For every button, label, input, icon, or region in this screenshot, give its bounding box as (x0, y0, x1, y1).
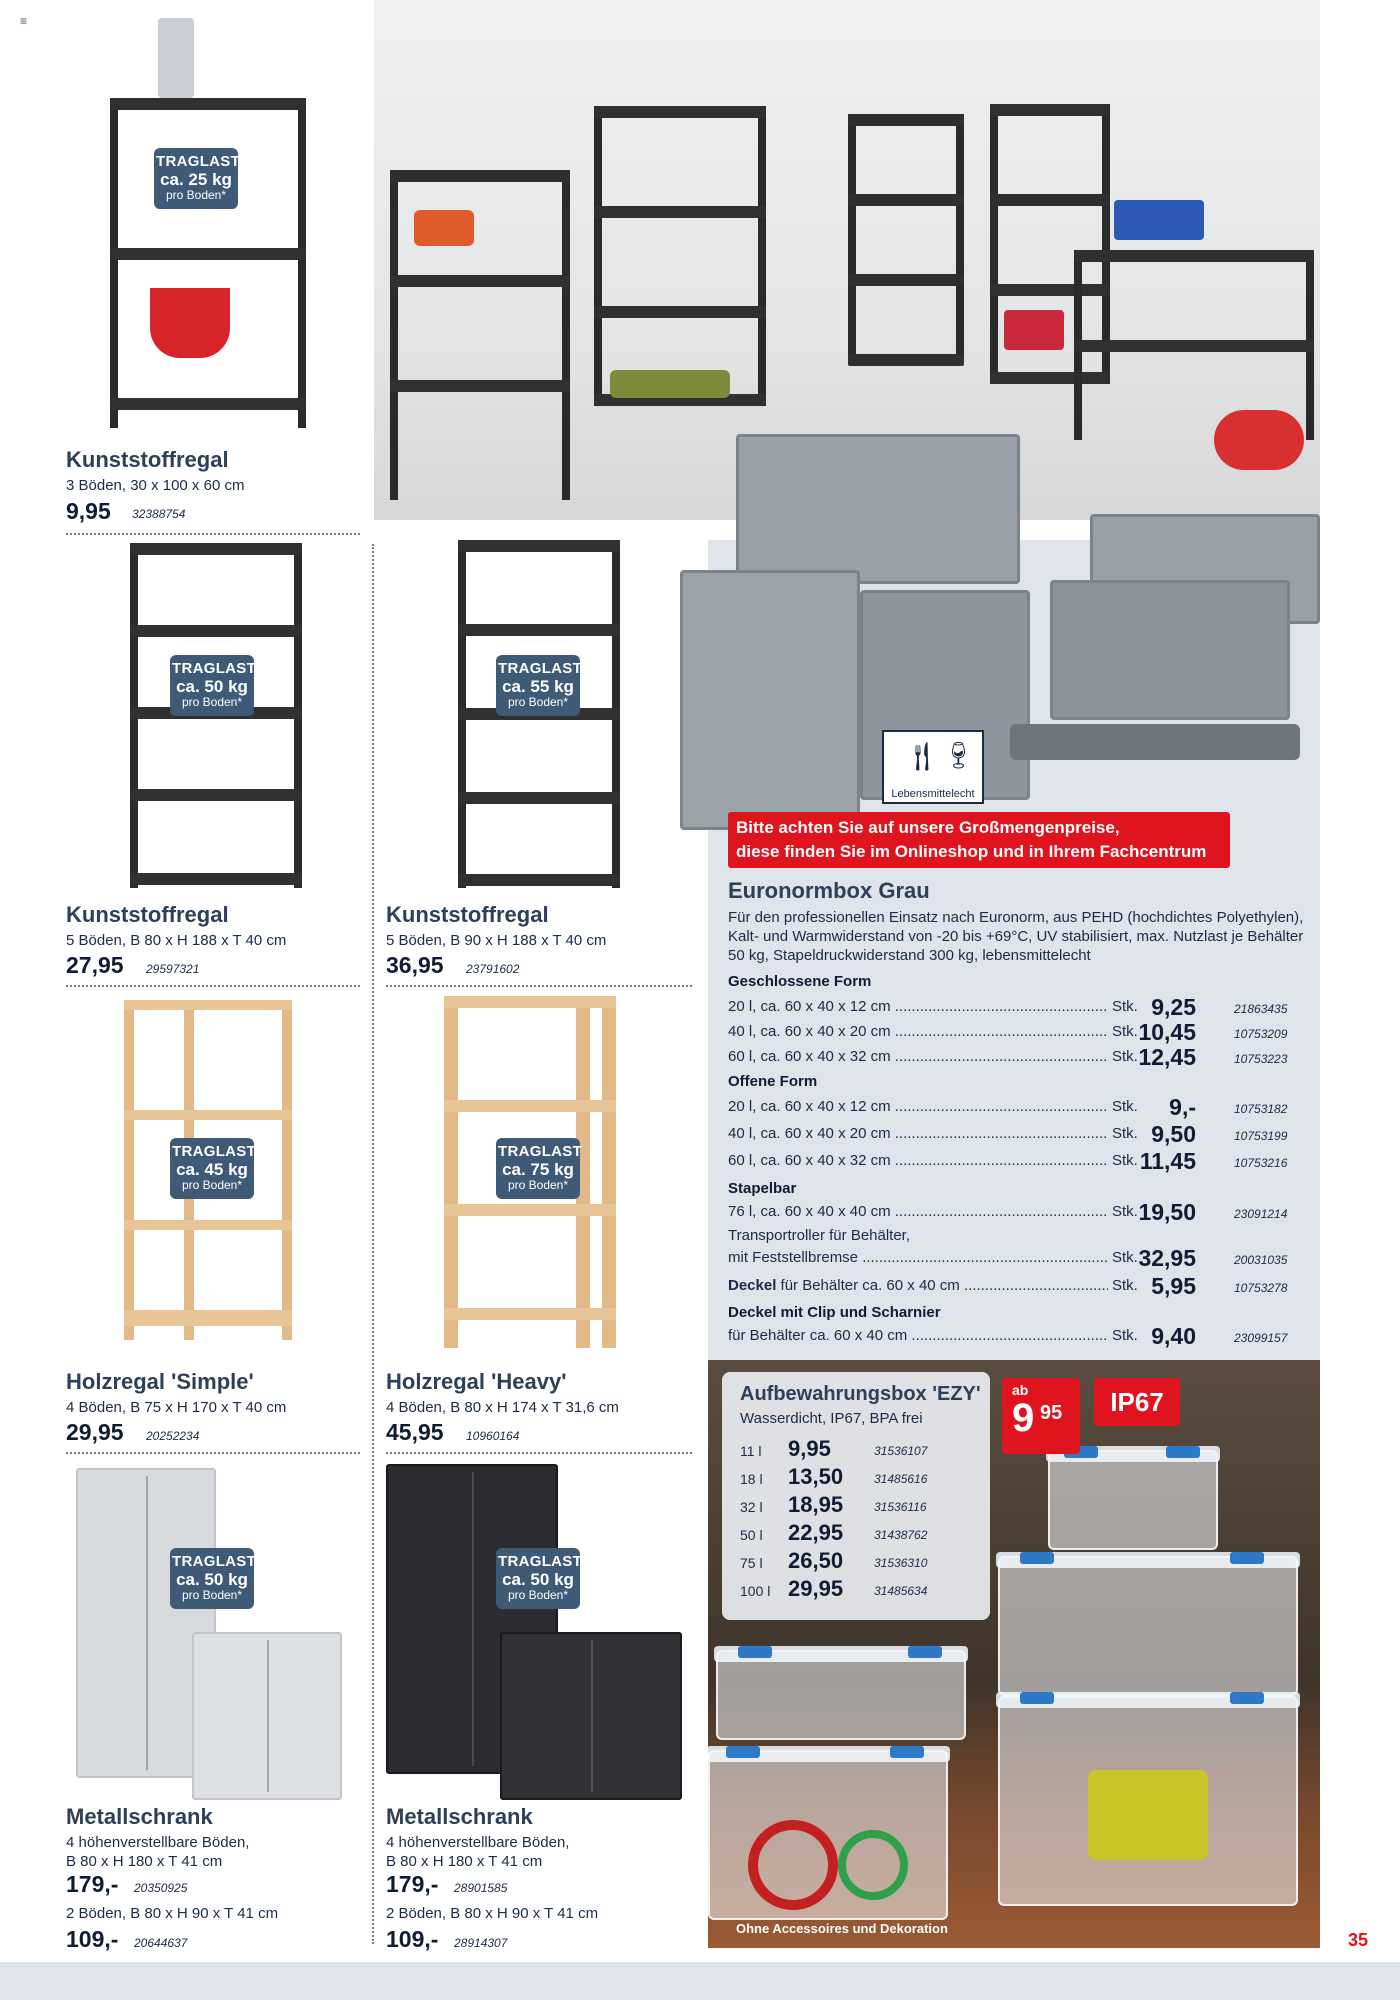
ezy-row: 11 l 9,95 31536107 (740, 1436, 928, 1461)
ezy-row: 18 l 13,50 31485616 (740, 1464, 928, 1489)
product-price-7: 179,- (386, 1871, 439, 1897)
ezy-price-badge: ab 9 95 (1002, 1378, 1080, 1454)
product-title-2: Kunststoffregal (66, 902, 229, 927)
food-safe-label: Lebensmittelecht (891, 788, 975, 800)
product-art-1: 32388754 (132, 507, 186, 521)
load-badge-5: TRAGLAST ca. 75 kg pro Boden* (496, 1138, 580, 1199)
row-divider (386, 985, 692, 987)
product-art-2: 29597321 (146, 962, 200, 976)
footer-bar (0, 1962, 1400, 2000)
ezy-note: Ohne Accessoires und Dekoration (736, 1921, 948, 1936)
row-divider (66, 985, 360, 987)
product-image-cabinet-7-small (500, 1632, 682, 1800)
product-desc-7-small: 2 Böden, B 80 x H 90 x T 41 cm (386, 1905, 599, 1922)
product-art-7: 28901585 (454, 1881, 508, 1895)
euronorm-desc: Für den professionellen Einsatz nach Euronorm, aus PEHD (hochdichtes Polyethylen), Kalt- und Warmwiderstand von -20 bis +69°C, UV stabilisiert, max. Nutzlast je Behälter 50 kg, Stapeldruckwiderstand 300 kg, lebensmittelecht (728, 909, 1304, 964)
section-stack: Stapelbar (728, 1180, 797, 1197)
product-title-1: Kunststoffregal (66, 447, 229, 472)
price-row: mit Feststellbremse ..... Stk. 32,95 20031035 (728, 1245, 1308, 1269)
product-price-1: 9,95 (66, 498, 111, 524)
product-price-2: 27,95 (66, 952, 124, 978)
food-safe-icon: 🍴︎ 🍷︎ (882, 730, 984, 804)
load-badge-3: TRAGLAST ca. 55 kg pro Boden* (496, 655, 580, 716)
price-row: 60 l, ca. 60 x 40 x 32 cm ..... Stk. 11,45 10753216 (728, 1148, 1308, 1172)
ezy-row: 32 l 18,95 31536116 (740, 1492, 927, 1517)
product-art-5: 10960164 (466, 1429, 520, 1443)
ezy-title: Aufbewahrungsbox 'EZY' (740, 1383, 981, 1405)
product-desc-7: 4 höhenverstellbare Böden, B 80 x H 180 x T 41 cm (386, 1834, 570, 1870)
product-title-3: Kunststoffregal (386, 902, 549, 927)
column-divider (372, 544, 374, 1944)
load-badge-6: TRAGLAST ca. 50 kg pro Boden* (170, 1548, 254, 1609)
price-row: für Behälter ca. 60 x 40 cm ..... Stk. 9,40 23099157 (728, 1323, 1308, 1347)
product-desc-3: 5 Böden, B 90 x H 188 x T 40 cm (386, 932, 607, 949)
product-price-4: 29,95 (66, 1419, 124, 1445)
load-badge-4: TRAGLAST ca. 45 kg pro Boden* (170, 1138, 254, 1199)
ezy-row: 100 l 29,95 31485634 (740, 1576, 928, 1601)
price-row: 40 l, ca. 60 x 40 x 20 cm ..... Stk. 9,50 10753199 (728, 1121, 1308, 1145)
roller-line: Transportroller für Behälter, (728, 1227, 911, 1244)
euronorm-crates-photo (680, 430, 1320, 800)
product-art-6: 20350925 (134, 1881, 188, 1895)
row-divider (386, 1452, 692, 1454)
page-marker: ≡ (20, 14, 28, 28)
product-desc-1: 3 Böden, 30 x 100 x 60 cm (66, 477, 245, 494)
product-art-7-small: 28914307 (454, 1936, 508, 1950)
price-row: 20 l, ca. 60 x 40 x 12 cm ..... Stk. 9,- 10753182 (728, 1094, 1308, 1118)
lid-clip-title: Deckel mit Clip und Scharnier (728, 1304, 941, 1321)
product-desc-2: 5 Böden, B 80 x H 188 x T 40 cm (66, 932, 287, 949)
price-row: 76 l, ca. 60 x 40 x 40 cm ..... Stk. 19,50 23091214 (728, 1199, 1308, 1223)
product-art-3: 23791602 (466, 962, 520, 976)
product-desc-5: 4 Böden, B 80 x H 174 x T 31,6 cm (386, 1399, 619, 1416)
product-desc-6: 4 höhenverstellbare Böden, B 80 x H 180 x T 41 cm (66, 1834, 250, 1870)
product-price-7-small: 109,- (386, 1926, 439, 1952)
ezy-subtitle: Wasserdicht, IP67, BPA frei (740, 1410, 923, 1427)
product-price-6: 179,- (66, 1871, 119, 1897)
product-price-3: 36,95 (386, 952, 444, 978)
product-title-5: Holzregal 'Heavy' (386, 1369, 567, 1394)
page-number: 35 (1348, 1930, 1369, 1950)
product-art-4: 20252234 (146, 1429, 200, 1443)
product-title-4: Holzregal 'Simple' (66, 1369, 254, 1394)
load-badge-2: TRAGLAST ca. 50 kg pro Boden* (170, 655, 254, 716)
row-divider (66, 533, 360, 535)
bulk-price-notice: Bitte achten Sie auf unsere Großmengenpreise, diese finden Sie im Onlineshop und in Ihrem Fachcentrum (728, 812, 1230, 868)
product-image-cabinet-6-small (192, 1632, 342, 1800)
product-title-6: Metallschrank (66, 1804, 213, 1829)
price-row: 60 l, ca. 60 x 40 x 32 cm ..... Stk. 12,45 10753223 (728, 1044, 1308, 1068)
product-desc-6-small: 2 Böden, B 80 x H 90 x T 41 cm (66, 1905, 279, 1922)
product-title-7: Metallschrank (386, 1804, 533, 1829)
product-price-5: 45,95 (386, 1419, 444, 1445)
load-badge-1: TRAGLAST ca. 25 kg pro Boden* (154, 148, 238, 209)
ip67-badge: IP67 (1094, 1378, 1180, 1426)
euronorm-title: Euronormbox Grau (728, 878, 930, 903)
product-price-6-small: 109,- (66, 1926, 119, 1952)
product-art-6-small: 20644637 (134, 1936, 188, 1950)
ezy-row: 50 l 22,95 31438762 (740, 1520, 928, 1545)
section-closed: Geschlossene Form (728, 973, 872, 990)
product-desc-4: 4 Böden, B 75 x H 170 x T 40 cm (66, 1399, 287, 1416)
row-divider (66, 1452, 360, 1454)
section-open: Offene Form (728, 1073, 818, 1090)
price-row: Deckel für Behälter ca. 60 x 40 cm ..... Stk. 5,95 10753278 (728, 1273, 1308, 1297)
price-row: 20 l, ca. 60 x 40 x 12 cm ..... Stk. 9,25 21863435 (728, 994, 1308, 1018)
price-row: 40 l, ca. 60 x 40 x 20 cm ..... Stk. 10,45 10753209 (728, 1019, 1308, 1043)
load-badge-7: TRAGLAST ca. 50 kg pro Boden* (496, 1548, 580, 1609)
ezy-row: 75 l 26,50 31536310 (740, 1548, 928, 1573)
